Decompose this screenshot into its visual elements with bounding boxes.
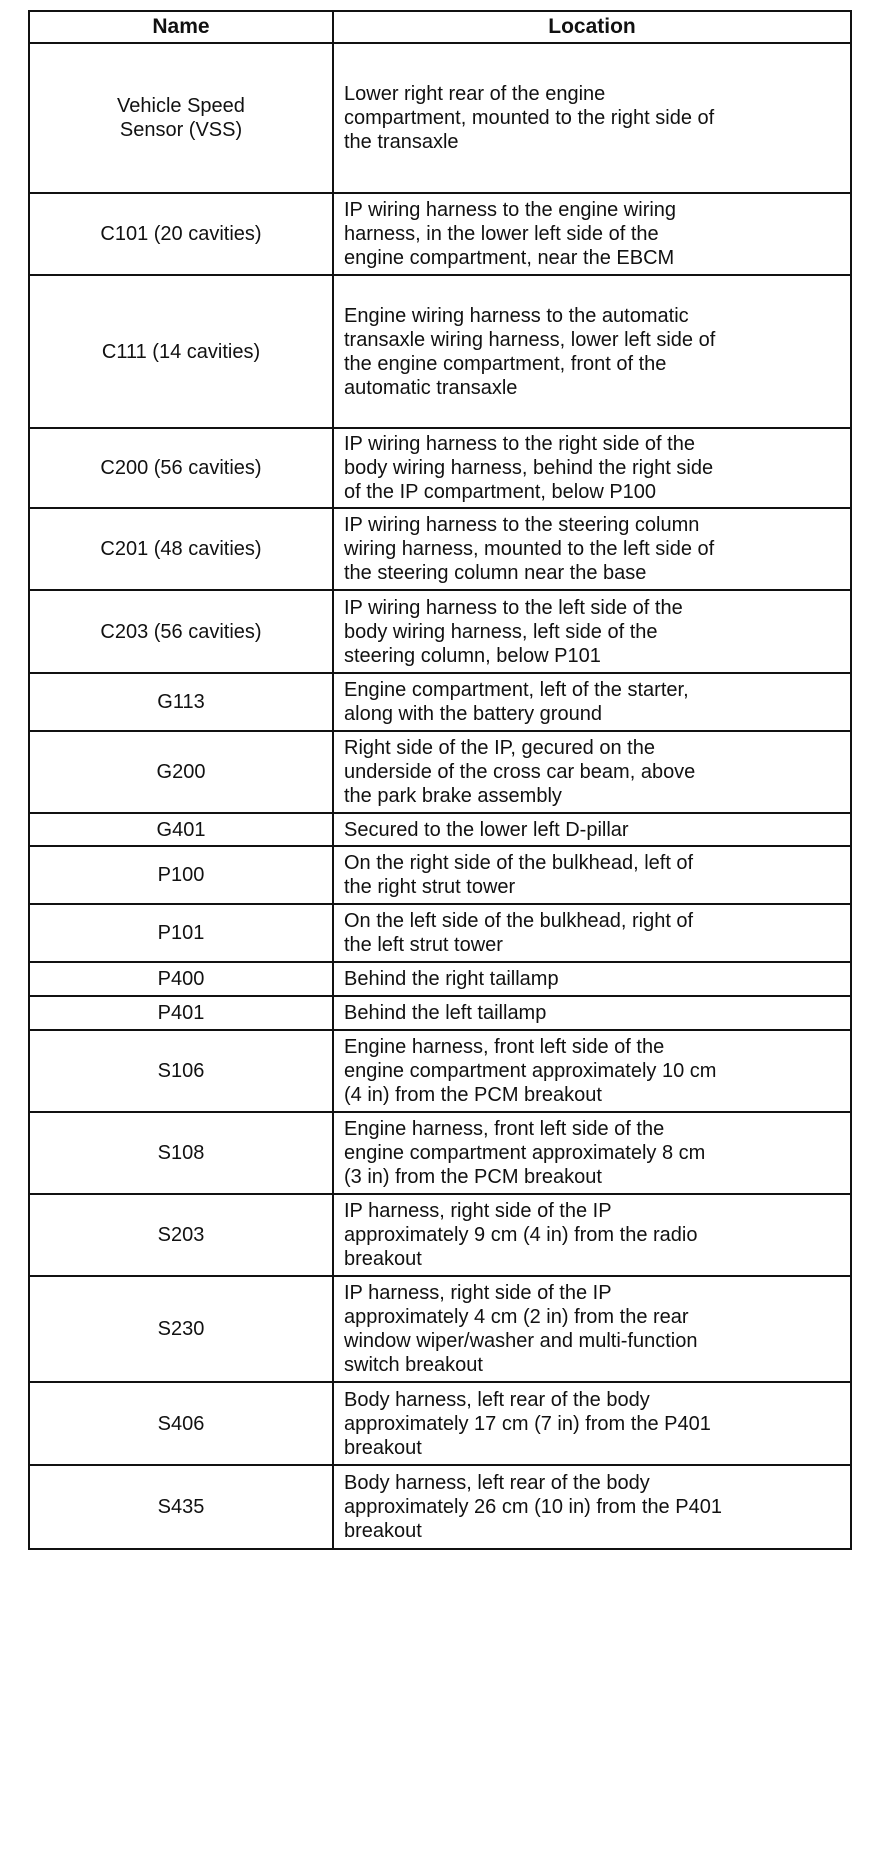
table-row: [29, 590, 851, 673]
table-row: [29, 846, 851, 904]
table-row: [29, 1030, 851, 1112]
row-name: S406: [29, 1382, 333, 1465]
row-name: S230: [29, 1276, 333, 1382]
row-location: Engine harness, front left side of the engine compartment approximately 10 cm (4 in) from the PCM breakout: [333, 1030, 851, 1112]
table-row: [29, 673, 851, 731]
row-name: C101 (20 cavities): [29, 193, 333, 275]
row-name: P101: [29, 904, 333, 962]
row-name: Vehicle Speed Sensor (VSS): [29, 43, 333, 193]
header-location: Location: [333, 11, 851, 43]
row-location: IP wiring harness to the steering column wiring harness, mounted to the left side of the steering column near the base: [333, 508, 851, 590]
row-location: IP harness, right side of the IP approximately 9 cm (4 in) from the radio breakout: [333, 1194, 851, 1276]
location-table-container: [28, 10, 850, 1550]
row-location: Engine wiring harness to the automatic transaxle wiring harness, lower left side of the engine compartment, front of the automatic transaxle: [333, 275, 851, 428]
table-row: [29, 428, 851, 508]
table-row: [29, 1112, 851, 1194]
component-location-table: [28, 10, 852, 1550]
row-location: Engine compartment, left of the starter, along with the battery ground: [333, 673, 851, 731]
header-name: Name: [29, 11, 333, 43]
row-location: IP harness, right side of the IP approximately 4 cm (2 in) from the rear window wiper/washer and multi-function switch breakout: [333, 1276, 851, 1382]
row-name: C201 (48 cavities): [29, 508, 333, 590]
row-location: IP wiring harness to the engine wiring harness, in the lower left side of the engine compartment, near the EBCM: [333, 193, 851, 275]
row-location: Behind the right taillamp: [333, 962, 851, 996]
row-name: C200 (56 cavities): [29, 428, 333, 508]
table-row: [29, 508, 851, 590]
row-location: Lower right rear of the engine compartment, mounted to the right side of the transaxle: [333, 43, 851, 193]
row-name: S203: [29, 1194, 333, 1276]
table-row: [29, 275, 851, 428]
table-row: [29, 1276, 851, 1382]
row-name: C203 (56 cavities): [29, 590, 333, 673]
row-name: G401: [29, 813, 333, 846]
table-row: [29, 962, 851, 996]
table-row: [29, 813, 851, 846]
row-name: P100: [29, 846, 333, 904]
row-name: P401: [29, 996, 333, 1030]
row-location: Right side of the IP, gecured on the underside of the cross car beam, above the park brake assembly: [333, 731, 851, 813]
row-location: Behind the left taillamp: [333, 996, 851, 1030]
table-row: [29, 193, 851, 275]
row-name: P400: [29, 962, 333, 996]
row-location: On the right side of the bulkhead, left of the right strut tower: [333, 846, 851, 904]
table-row: [29, 996, 851, 1030]
row-location: Secured to the lower left D-pillar: [333, 813, 851, 846]
row-name: G113: [29, 673, 333, 731]
row-location: Engine harness, front left side of the engine compartment approximately 8 cm (3 in) from the PCM breakout: [333, 1112, 851, 1194]
table-row: [29, 1194, 851, 1276]
table-row: [29, 43, 851, 193]
row-location: Body harness, left rear of the body approximately 26 cm (10 in) from the P401 breakout: [333, 1465, 851, 1549]
row-name: S435: [29, 1465, 333, 1549]
row-name: S108: [29, 1112, 333, 1194]
table-row: [29, 731, 851, 813]
row-location: IP wiring harness to the left side of the body wiring harness, left side of the steering column, below P101: [333, 590, 851, 673]
table-row: [29, 1465, 851, 1549]
table-row: [29, 1382, 851, 1465]
row-location: On the left side of the bulkhead, right of the left strut tower: [333, 904, 851, 962]
row-name: G200: [29, 731, 333, 813]
row-location: IP wiring harness to the right side of the body wiring harness, behind the right side of the IP compartment, below P100: [333, 428, 851, 508]
table-header-row: [29, 11, 851, 43]
row-name: S106: [29, 1030, 333, 1112]
row-name: C111 (14 cavities): [29, 275, 333, 428]
row-location: Body harness, left rear of the body approximately 17 cm (7 in) from the P401 breakout: [333, 1382, 851, 1465]
table-row: [29, 904, 851, 962]
